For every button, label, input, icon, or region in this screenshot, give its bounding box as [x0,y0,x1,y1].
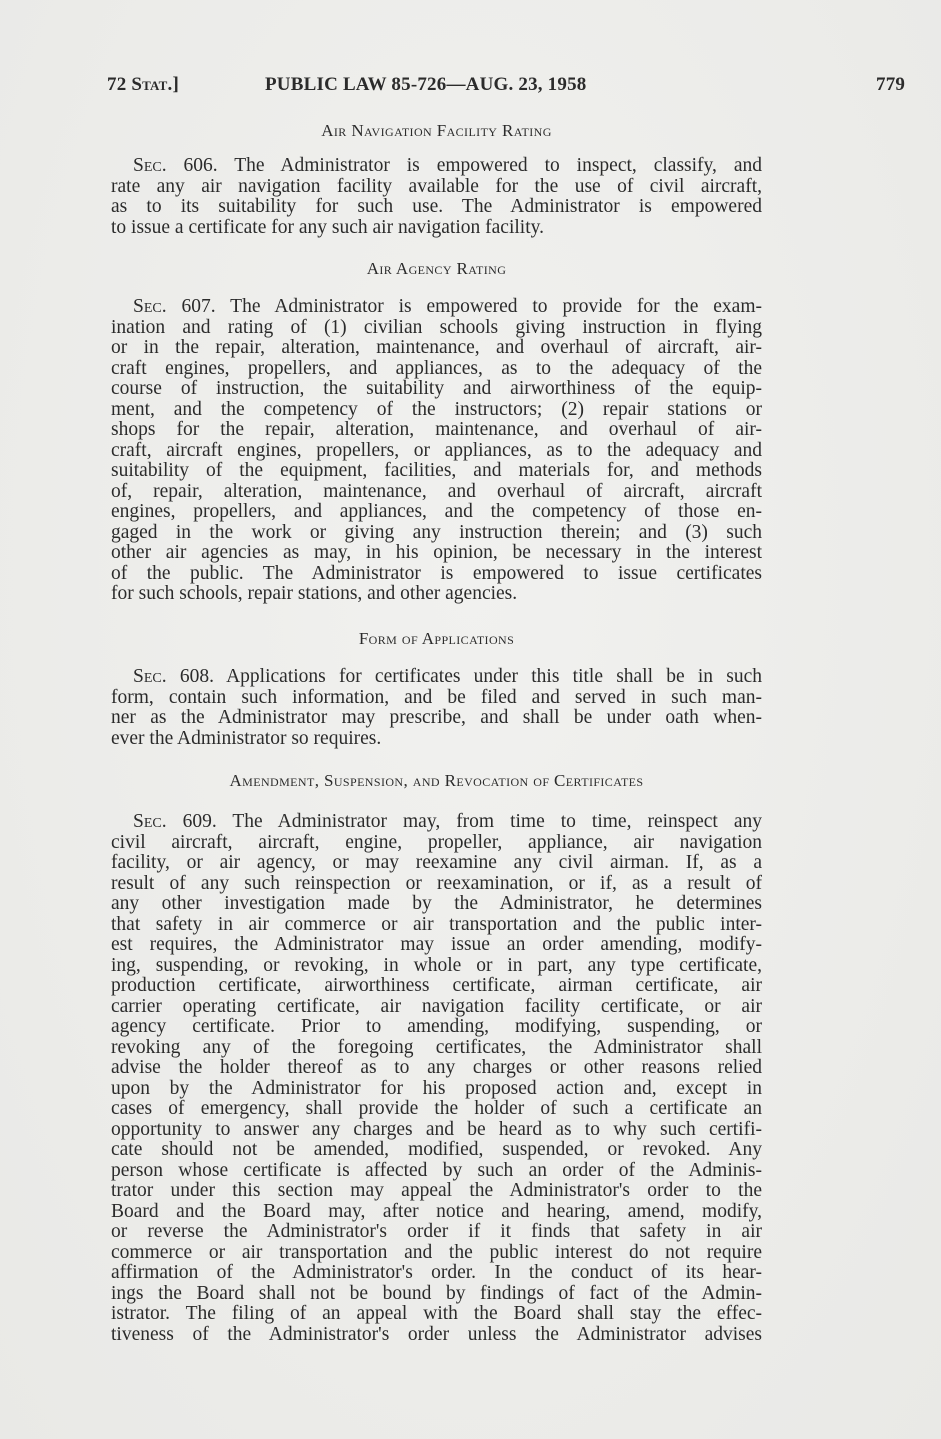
line-text: cate should not be amended, modified, suspended, or revoked. Any [111,1139,762,1160]
line-text: The Administrator is empowered to inspect, classify, and [217,155,762,176]
line-text: carrier operating certificate, air navigation facility certificate, or air [111,995,762,1017]
line-text: any other investigation made by the Administrator, he determines [111,893,762,914]
section-label: Sec. 608. [133,666,214,687]
line-text: ing, suspending, or revoking, in whole or in part, any type certificate, [111,954,762,976]
line-text: tiveness of the Administrator's order unless the Administrator advises [111,1323,762,1345]
text-line [111,318,762,339]
text-line [111,1181,762,1202]
line-text: The Administrator is empowered to provide for the exam- [215,296,762,317]
line-text: form, contain such information, and be filed and served in such man- [111,686,762,708]
line-text: to issue a certificate for any such air navigation facility. [111,216,544,238]
text-line [111,1058,762,1079]
text-line [111,1243,762,1264]
text-line [111,177,762,198]
line-text: trator under this section may appeal the Administrator's order to the [111,1180,762,1201]
section-heading-608: Form of Applications [358,629,515,648]
section-label: Sec. 609. [133,811,217,832]
text-line [111,359,762,380]
line-text: person whose certificate is affected by such an order of the Adminis- [111,1159,762,1181]
line-text: commerce or air transportation and the public interest do not require [111,1241,762,1263]
section-label: Sec. 607. [133,296,216,317]
text-line [111,461,762,482]
text-line [111,1099,762,1120]
text-line [111,379,762,400]
line-text: revoking any of the foregoing certificates, the Administrator shall [111,1036,762,1058]
line-text: ner as the Administrator may prescribe, and shall be under oath when- [111,707,762,728]
line-text: agency certificate. Prior to amending, modifying, suspending, or [111,1016,762,1037]
line-text: craft, aircraft engines, propellers, or appliances, as to the adequacy and [111,439,762,461]
line-text: result of any such reinspection or reexamination, or if, as a result of [111,872,762,894]
text-line [111,1202,762,1223]
statute-reference: 72 Stat.] [107,74,179,95]
section-heading-607: Air Agency Rating [366,259,507,278]
text-line [111,729,762,750]
text-line [111,482,762,503]
text-line [111,564,762,585]
section-607 [111,297,762,605]
section-heading-609: Amendment, Suspension, and Revocation of Certificates [229,771,644,790]
line-text: Board and the Board may, after notice and hearing, amend, modify, [111,1200,762,1222]
text-line [111,400,762,421]
text-line [111,874,762,895]
line-text: production certificate, airworthiness certificate, airman certificate, air [111,975,762,996]
text-line [111,441,762,462]
line-text: istrator. The filing of an appeal with the Board shall stay the effec- [111,1303,762,1324]
text-line [111,976,762,997]
line-text: engines, propellers, and appliances, and the competency of those en- [111,501,762,522]
text-line [111,1140,762,1161]
running-header-title: PUBLIC LAW 85-726—AUG. 23, 1958 [265,74,587,95]
line-text: suitability of the equipment, facilities, and materials for, and methods [111,460,762,481]
line-text: ever the Administrator so requires. [111,727,382,749]
line-text: other air agencies as may, in his opinion, be necessary in the interest [111,542,762,563]
line-text: The Administrator may, from time to time, reinspect any [216,811,762,832]
section-heading-606: Air Navigation Facility Rating [321,121,552,140]
text-line [111,1161,762,1182]
line-text: that safety in air commerce or air transportation and the public inter- [111,913,762,935]
line-text: ination and rating of (1) civilian schools giving instruction in flying [111,316,762,338]
page-number: 779 [876,74,906,95]
text-line [111,1284,762,1305]
text-line [111,997,762,1018]
line-text: advise the holder thereof as to any charges or other reasons relied [111,1057,762,1078]
line-text: craft engines, propellers, and appliances, as to the adequacy of the [111,357,762,379]
text-line [111,667,762,688]
line-text: course of instruction, the suitability and airworthiness of the equip- [111,378,762,399]
text-line [111,197,762,218]
text-line [111,1222,762,1243]
text-line [111,420,762,441]
line-text: of the public. The Administrator is empowered to issue certificates [111,562,762,584]
line-text: shops for the repair, alteration, maintenance, and overhaul of air- [111,419,762,440]
section-609 [111,812,762,1345]
line-text: of, repair, alteration, maintenance, and overhaul of aircraft, aircraft [111,480,762,502]
text-line [111,502,762,523]
line-text: or reverse the Administrator's order if it finds that safety in air [111,1221,762,1242]
text-line [111,523,762,544]
line-text: ings the Board shall not be bound by findings of fact of the Admin- [111,1282,762,1304]
text-line [111,297,762,318]
text-line [111,1120,762,1141]
line-text: rate any air navigation facility available for the use of civil aircraft, [111,175,762,197]
text-line [111,156,762,177]
section-608 [111,667,762,749]
text-line [111,853,762,874]
text-line [111,338,762,359]
line-text: gaged in the work or giving any instruction therein; and (3) such [111,521,762,543]
text-line [111,1263,762,1284]
line-text: est requires, the Administrator may issue an order amending, modify- [111,934,762,955]
text-line [111,894,762,915]
text-line [111,708,762,729]
line-text: as to its suitability for such use. The Administrator is empowered [111,196,762,217]
text-line [111,543,762,564]
line-text: affirmation of the Administrator's order. In the conduct of its hear- [111,1262,762,1283]
text-line [111,935,762,956]
text-line [111,956,762,977]
text-line [111,1079,762,1100]
section-606 [111,156,762,238]
line-text: ment, and the competency of the instructors; (2) repair stations or [111,398,762,420]
text-line [111,688,762,709]
text-line [111,1038,762,1059]
text-line [111,1017,762,1038]
line-text: cases of emergency, shall provide the holder of such a certificate an [111,1098,762,1119]
text-line [111,218,762,239]
line-text: opportunity to answer any charges and be heard as to why such certifi- [111,1118,762,1140]
line-text: for such schools, repair stations, and other agencies. [111,583,518,604]
line-text: upon by the Administrator for his proposed action and, except in [111,1077,762,1099]
text-line [111,1325,762,1346]
line-text: facility, or air agency, or may reexamine any civil airman. If, as a [111,852,762,873]
line-text: or in the repair, alteration, maintenance, and overhaul of aircraft, air- [111,337,762,358]
text-line [111,915,762,936]
line-text: civil aircraft, aircraft, engine, propeller, appliance, air navigation [111,831,762,853]
line-text: Applications for certificates under this title shall be in such [213,666,762,687]
text-line [111,1304,762,1325]
section-label: Sec. 606. [133,155,218,176]
text-line [111,833,762,854]
text-line [111,584,762,605]
text-line [111,812,762,833]
